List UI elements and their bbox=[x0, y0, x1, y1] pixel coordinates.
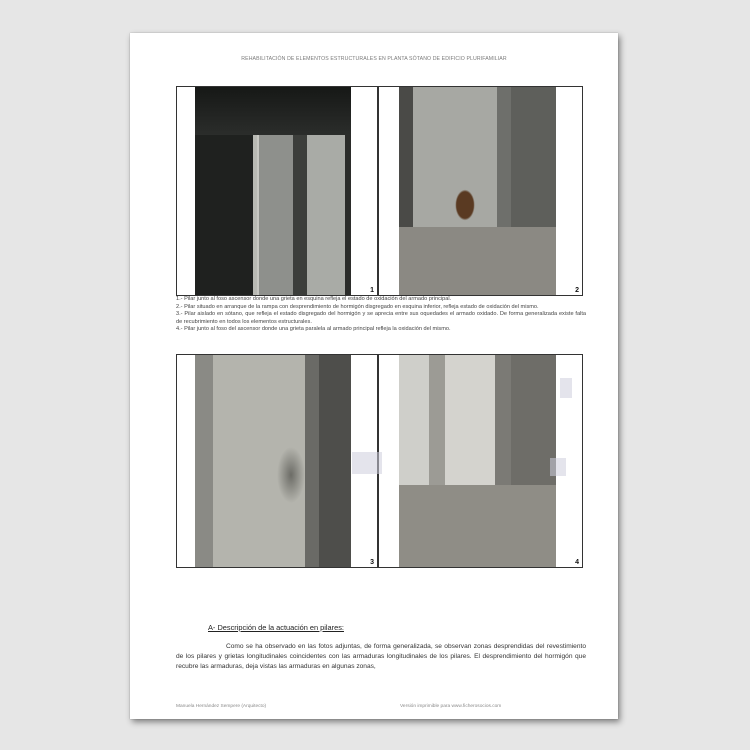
section-title: A- Descripción de la actuación en pilares: bbox=[208, 623, 344, 632]
body-text bbox=[176, 642, 586, 671]
photo-number-2: 2 bbox=[575, 287, 579, 294]
watermark-block bbox=[560, 378, 572, 398]
photo-1-frame bbox=[176, 86, 378, 296]
photo-3-frame bbox=[176, 354, 378, 568]
photo-1-top-shadow bbox=[195, 87, 351, 135]
caption-3: 3.- Pilar aislado en sótano, que refleja el estado disgregado del hormigón y se aprecia entre sus oquedades el armado oxidado. De forma generalizada existe falta de recubrimiento en todos los elementos estructurales. bbox=[176, 311, 586, 325]
footer-version: Versión imprimible para www.ficherosocios.com bbox=[400, 704, 502, 709]
photo-number-1: 1 bbox=[370, 287, 374, 294]
photo-pillar-ramp-base-icon bbox=[399, 87, 556, 295]
photo-number-3: 3 bbox=[370, 559, 374, 566]
footer-author: Manuela Hernández Sempere (Arquitecto) bbox=[176, 704, 267, 709]
watermark-block bbox=[352, 452, 382, 474]
page-header: REHABILITACIÓN DE ELEMENTOS ESTRUCTURALES EN PLANTA SÓTANO DE EDIFICIO PLURIFAMILIAR bbox=[241, 56, 507, 62]
photo-pillar-elevator-pit-icon bbox=[399, 355, 556, 567]
photo-2-frame bbox=[378, 86, 583, 296]
photo-pillar-disaggregated-concrete-icon bbox=[195, 355, 351, 567]
watermark-block bbox=[550, 458, 566, 476]
caption-2: 2.- Pilar situado en arranque de la rampa con desprendimiento de hormigón disgregado en esquina inferior, refleja estado de oxidación del mismo. bbox=[176, 303, 539, 310]
page-footer bbox=[176, 704, 586, 709]
document-page bbox=[130, 33, 618, 719]
body-paragraph: Como se ha observado en las fotos adjuntas, de forma generalizada, se observan zonas desprendidas del revestimiento de los pilares y grietas longitudinales coincidentes con las armaduras longitudinales de los pilares. El desprendimiento del hormigón que recubre las armaduras, deja vistas las armaduras en algunas zonas, bbox=[176, 643, 586, 670]
caption-1: 1.- Pilar junto al foso ascensor donde una grieta en esquina refleja el estado de oxidación del armado principal. bbox=[176, 296, 452, 302]
photo-captions bbox=[176, 296, 586, 334]
caption-4: 4.- Pilar junto al foso del ascensor donde una grieta paralela al armado principal refleja la oxidación del mismo. bbox=[176, 326, 451, 333]
photo-number-4: 4 bbox=[575, 559, 579, 566]
